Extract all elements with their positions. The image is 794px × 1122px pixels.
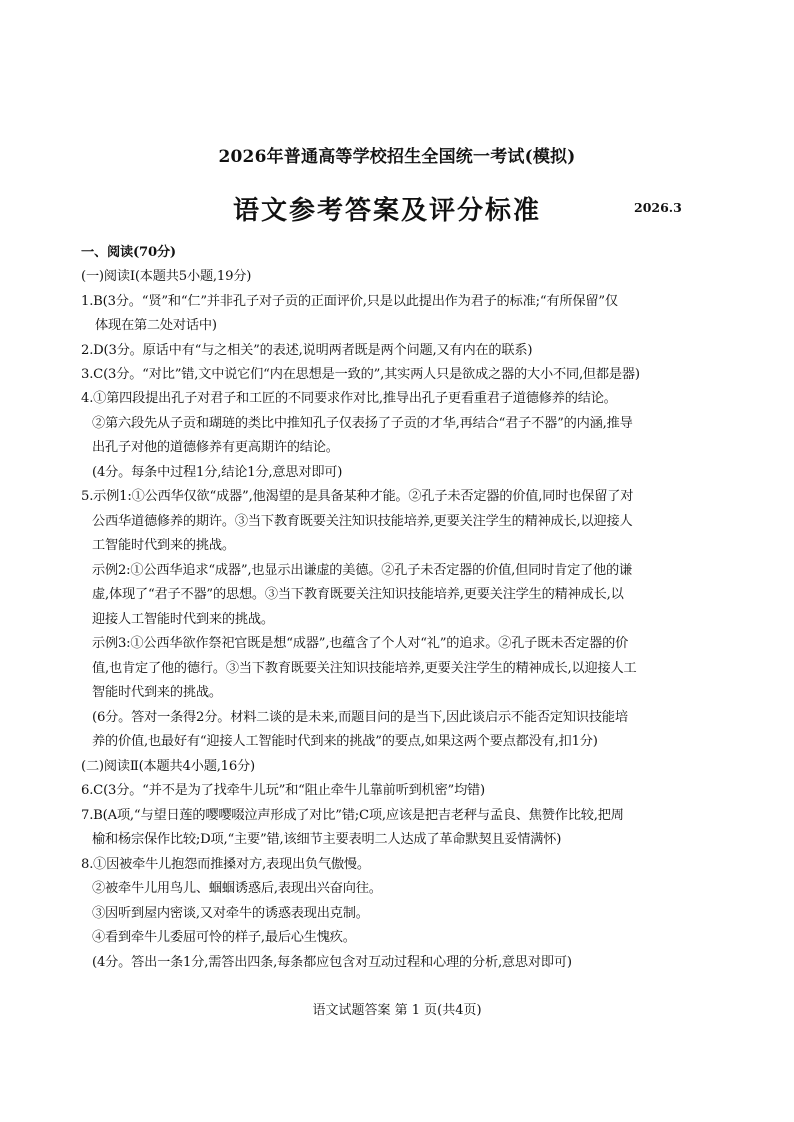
answer-line: 虚,体现了“君子不器”的思想。③当下教育既要关注知识技能培养,更要关注学生的精神成长,以 (92, 587, 624, 602)
exam-title: 2026年普通高等学校招生全国统一考试(模拟) (218, 147, 576, 167)
answer-line: 5.示例1:①公西华仅欲“成器”,他渴望的是具备某种才能。②孔子未否定器的价值,同时也保留了对 (81, 489, 634, 504)
answer-line: 公西华道德修养的期许。③当下教育既要关注知识技能培养,更要关注学生的精神成长,以迎接人 (92, 514, 633, 529)
scoring-note: 养的价值,也最好有“迎接人工智能时代到来的挑战”的要点,如果这两个要点都没有,扣1分) (92, 734, 598, 749)
answer-line: ④看到牵牛儿委屈可怜的样子,最后心生愧疚。 (92, 930, 356, 945)
page-title: 语文参考答案及评分标准 (233, 196, 542, 226)
answer-line: ②被牵牛儿用鸟儿、蝈蝈诱惑后,表现出兴奋向往。 (92, 881, 382, 896)
answer-line: 8.①因被牵牛儿抱怨而推搡对方,表现出负气傲慢。 (81, 857, 370, 872)
date-label: 2026.3 (634, 200, 682, 215)
answer-line: 榆和杨宗保作比较;D项,“主要”错,该细节主要表明二人达成了革命默契且妥情满怀) (92, 832, 562, 847)
answer-line: 体现在第二处对话中) (95, 318, 217, 333)
answer-line: 7.B(A项,“与望日莲的嘤嘤啜泣声形成了对比”错;C项,应该是把吉老秤与孟良、焦赞作比较,把周 (81, 808, 624, 823)
section-heading: 一、阅读(70分) (81, 245, 176, 260)
answer-line: ③因听到屋内密谈,又对牵牛的诱惑表现出克制。 (92, 906, 369, 921)
answer-line: 出孔子对他的道德修养有更高期许的结论。 (92, 440, 339, 455)
answer-line: 1.B(3分。“贤”和“仁”并非孔子对子贡的正面评价,只是以此提出作为君子的标准;“有所保留”仅 (81, 294, 618, 309)
answer-line: ②第六段先从子贡和瑚琏的类比中推知孔子仅表扬了子贡的才华,再结合“君子不器”的内涵,推导 (92, 416, 633, 431)
page-footer: 语文试题答案 第 1 页(共4页) (312, 1003, 482, 1018)
answer-line: 4.①第四段提出孔子对君子和工匠的不同要求作对比,推导出孔子更看重君子道德修养的结论。 (81, 391, 617, 406)
answer-line: 智能时代到来的挑战。 (92, 685, 222, 700)
subsection-heading: (一)阅读Ⅰ(本题共5小题,19分) (81, 269, 252, 284)
answer-line: 迎接人工智能时代到来的挑战。 (92, 612, 274, 627)
answer-line: 2.D(3分。原话中有“与之相关”的表述,说明两者既是两个问题,又有内在的联系) (81, 343, 533, 358)
answer-line: 值,也肯定了他的德行。③当下教育既要关注知识技能培养,更要关注学生的精神成长,以迎接人工 (92, 661, 637, 676)
answer-line: 3.C(3分。“对比”错,文中说它们“内在思想是一致的”,其实两人只是欲成之器的大小不同,但都是器) (81, 367, 640, 382)
subsection-heading: (二)阅读Ⅱ(本题共4小题,16分) (81, 759, 255, 774)
answer-line: 6.C(3分。“并不是为了找牵牛儿玩”和“阻止牵牛儿靠前听到机密”均错) (81, 783, 485, 798)
answer-line: 示例2:①公西华追求“成器”,也显示出谦虚的美德。②孔子未否定器的价值,但同时肯定了他的谦 (92, 563, 633, 578)
answer-line: 示例3:①公西华欲作祭祀官既是想“成器”,也蕴含了个人对“礼”的追求。②孔子既未否定器的价 (92, 636, 629, 651)
scoring-note: (4分。每条中过程1分,结论1分,意思对即可) (92, 465, 343, 480)
answer-line: 工智能时代到来的挑战。 (92, 538, 235, 553)
scoring-note: (4分。答出一条1分,需答出四条,每条都应包含对互动过程和心理的分析,意思对即可) (92, 955, 572, 970)
scoring-note: (6分。答对一条得2分。材料二谈的是未来,而题目问的是当下,因此谈启示不能否定知识技能培 (92, 710, 628, 725)
